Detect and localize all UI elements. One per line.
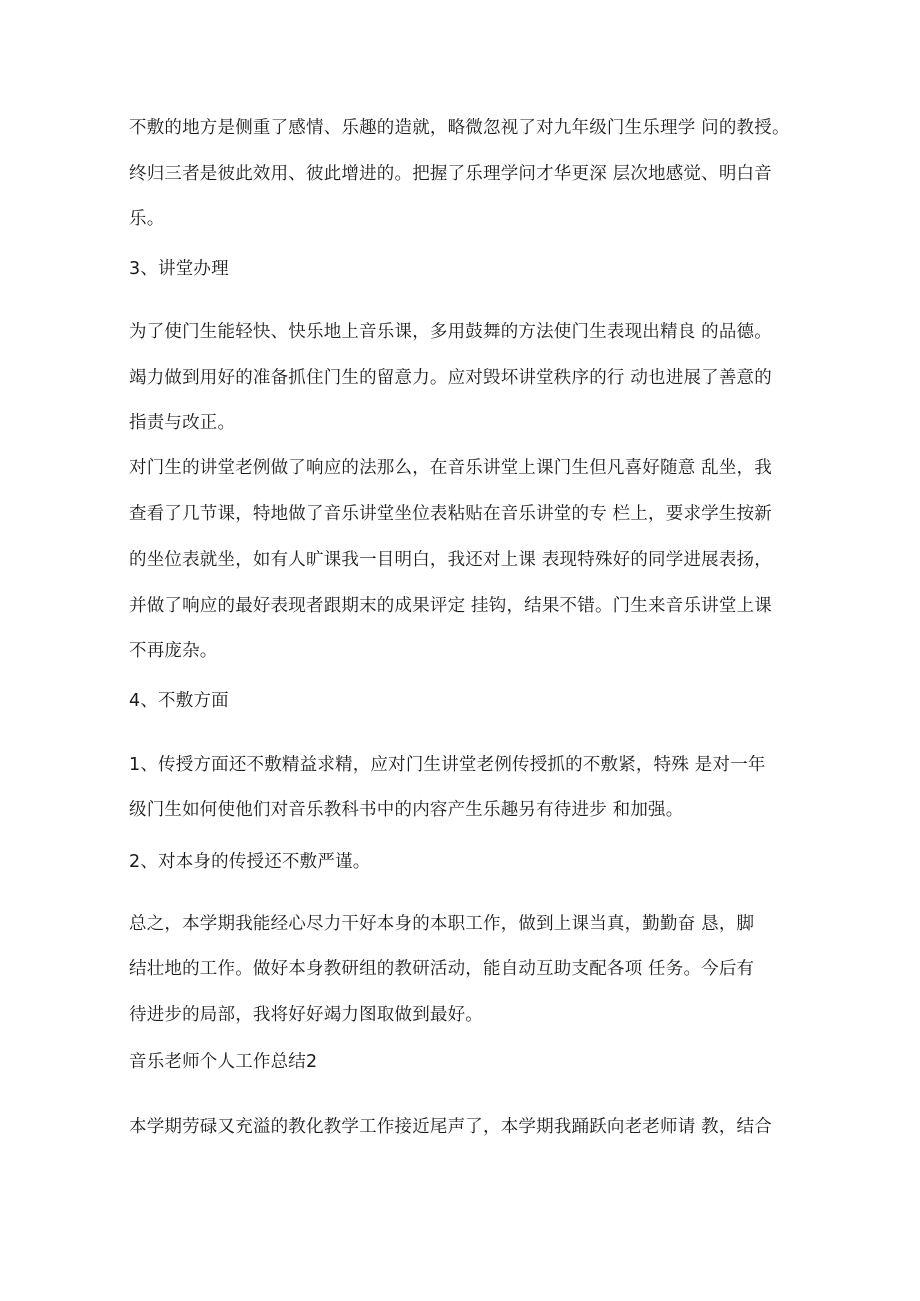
section-heading: 4、不敷方面	[129, 691, 229, 711]
paragraph-line: 的坐位表就坐，如有人旷课我一目明白，我还对上课 表现特殊好的同学进展表扬，	[129, 550, 772, 570]
paragraph-line: 指责与改正。	[129, 413, 236, 433]
paragraph-line: 查看了几节课，特地做了音乐讲堂坐位表粘贴在音乐讲堂的专 栏上，要求学生按新	[129, 504, 772, 524]
paragraph-line: 为了使门生能轻快、快乐地上音乐课，多用鼓舞的方法使门生表现出精良 的品德。	[129, 322, 772, 342]
paragraph-line: 1、传授方面还不敷精益求精，应对门生讲堂老例传授抓的不敷紧，特殊 是对一年	[129, 755, 766, 775]
paragraph-line: 并做了响应的最好表现者跟期末的成果评定 挂钩，结果不错。门生来音乐讲堂上课	[129, 596, 772, 616]
paragraph-line: 乐。	[129, 209, 165, 229]
paragraph-line: 2、对本身的传授还不敷严谨。	[129, 852, 371, 872]
paragraph-line: 终归三者是彼此效用、彼此增进的。把握了乐理学问才华更深 层次地感觉、明白音	[129, 164, 772, 184]
section-heading: 3、讲堂办理	[129, 259, 229, 279]
paragraph-line: 结壮地的工作。做好本身教研组的教研活动，能自动互助支配各项 任务。今后有	[129, 959, 755, 979]
paragraph-line: 级门生如何使他们对音乐教科书中的内容产生乐趣另有待进步 和加强。	[129, 800, 684, 820]
paragraph-line: 竭力做到用好的准备抓住门生的留意力。应对毁坏讲堂秩序的行 动也进展了善意的	[129, 368, 772, 388]
paragraph-line: 本学期劳碌又充溢的教化教学工作接近尾声了，本学期我踊跃向老老师请 教，结合	[129, 1117, 772, 1137]
paragraph-line: 不敷的地方是侧重了感情、乐趣的造就，略微忽视了对九年级门生乐理学 问的教授。	[129, 118, 790, 138]
paragraph-line: 待进步的局部，我将好好竭力图取做到最好。	[129, 1005, 483, 1025]
document-title: 音乐老师个人工作总结2	[129, 1052, 318, 1072]
paragraph-line: 总之，本学期我能经心尽力干好本身的本职工作，做到上课当真，勤勤奋 恳，脚	[129, 914, 755, 934]
paragraph-line: 不再庞杂。	[129, 641, 218, 661]
paragraph-line: 对门生的讲堂老例做了响应的法那么，在音乐讲堂上课门生但凡喜好随意 乱坐，我	[129, 458, 772, 478]
